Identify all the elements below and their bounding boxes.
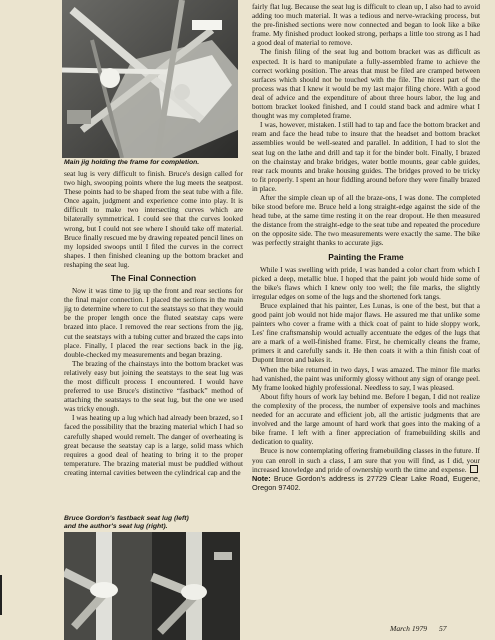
scan-edge-mark <box>0 575 2 615</box>
left-paragraph-1: seat lug is very difficult to finish. Bruce's design called for two high, swooping points where the lug meets the seatpost. These points had to be shaped from the seat tube with a file. Once again, judgment and experience come into play. It is difficult to make two intersecting curves which are bilaterally symmetrical. I could see that the curves looked wrong, but I could not see where I should take off material. Bruce finally rescued me by drawing repeated pencil lines on my lopsided swoops until I filed the curves in the correct shapes. I then finished cleaning up the bottom bracket and reshaping the seat lug. <box>64 169 243 269</box>
bottom-caption-line-2: and the author's seat lug (right). <box>64 523 168 530</box>
note-label: Note: <box>252 473 271 483</box>
right-paragraph-9 <box>252 446 480 473</box>
note-text: Bruce Gordon's address is 27729 Clear Lake Road, Eugene, Oregon 97402. <box>252 473 480 492</box>
jig-photo <box>62 0 238 158</box>
issue-date: March 1979 <box>390 624 428 633</box>
page-number: 57 <box>438 624 447 633</box>
right-paragraph-8: About fifty hours of work lay behind me. Before I began, I did not realize the complexity of the process, the number of expensive tools and machines needed for an accurate and efficient job, all the artistic judgments that are involved and the large amount of hard work that goes into the making of a bike frame. I left with a finer appreciation of framebuilding skills and dedication to quality. <box>252 391 480 447</box>
left-column <box>64 169 243 477</box>
left-paragraph-2: Now it was time to jig up the front and rear sections for the final major connection. I placed the sections in the main jig to determine where to cut the seatstays so that they would be the proper length once the fluted seatstay caps were brazed into place. I removed the rear sections from the jig, cut the seatstays with a tubing cutter and brazed the caps into place. Finally, I placed the rear sections back in the jig, double-checked my measurements and began brazing. <box>64 286 243 359</box>
page-footer <box>390 624 486 633</box>
section-heading-painting-frame: Painting the Frame <box>328 251 404 262</box>
seat-lug-photo-image <box>64 532 240 640</box>
left-paragraph-4: I was heating up a lug which had already been brazed, so I faced the possibility that the brazing material which I had so carefully shaped would remelt. The danger of overheating is great because the seatstay cap is a large, solid mass which requires a good deal of heating to bring it to the proper temperature. The brazing material must be puddled without creating internal cavities between the cylindrical cap and the <box>64 413 243 477</box>
right-column <box>252 2 480 492</box>
right-paragraph-3: I was, however, mistaken. I still had to tap and face the bottom bracket and ream and face the head tube to insure that the headset and bottom bracket assemblies would be well-seated and parallel. In addition, I had to slot the seat lug on the lathe and drill and tap it for the binder bolt. Finally, I brazed on the chainstay and brake bridges, water bottle mounts, gear cable guides, rear rack mounts and brake housing guides. The bridges proved to be tricky to fit properly. I spent an hour fiddling around before they were finally brazed in place. <box>252 120 480 193</box>
end-of-article-mark <box>470 465 478 473</box>
right-paragraph-5: While I was swelling with pride, I was handed a color chart from which I picked a deep, metallic blue. I hoped that the paint job would hide some of the bike's flaws which I knew only too well; the file marks, the slightly irregular edges on some of the lugs and the shortened fork tangs. <box>252 264 480 301</box>
right-paragraph-1: fairly flat lug. Because the seat lug is difficult to clean up, I also had to avoid adding too much material. It was a tedious and nerve-wracking process, but the pre-finished sections were now connected and began to look like a bike frame. My finished product looked strong, perhaps a little too strong as I had a good deal of material to remove. <box>252 2 480 48</box>
jig-photo-image <box>62 0 238 158</box>
seat-lug-photo <box>64 532 240 640</box>
right-paragraph-2: The finish filing of the seat lug and bottom bracket was as difficult as expected. It is hard to manipulate a fully-assembled frame to achieve the correct working position. The areas that must be filed are cramped between surfaces which should not be touched with the file. The nicest part of the process was that I knew it would be my last major filing chore. With a good deal of advice and the expenditure of about three hours labor, the lug and bottom bracket looked finished, and I could stand back and admire what I thought was my completed frame. <box>252 47 480 121</box>
right-paragraph-7: When the bike returned in two days, I was amazed. The minor file marks had vanished, the paint was uniformly glossy without any sign of orange peel. My frame looked highly professional. Needless to say, I was pleased. <box>252 364 480 392</box>
bottom-caption-line-1: Bruce Gordon's fastback seat lug (left) <box>64 515 189 522</box>
right-paragraph-9-text: Bruce is now contemplating offering framebuilding classes in the future. If you can enroll in such a class, I am sure that you will find, as I did, your increased knowledge and pride of ownership worth the time and expense. <box>252 446 480 474</box>
note-paragraph <box>252 474 480 492</box>
section-heading-final-connection: The Final Connection <box>110 273 197 284</box>
right-paragraph-6: Bruce explained that his painter, Les Lunas, is one of the best, but that a good paint job would not hide major flaws. He assured me that unlike some painters who cover a frame with a thick coat of paint to hide sloppy work, Les' fine craftsmanship would actually accentuate the edges of the lugs that are a mark of a well-finished frame. First, he chemically cleans the frame, primers it and carefully sands it. He then coats it with a thin finish coat of Dupont Imron and bakes it. <box>252 300 480 365</box>
right-paragraph-4: After the simple clean up of all the braze-ons, I was done. The completed bike stood before me. Bruce held a long straight-edge against the side of the head tube, at the same time resting it on the rear dropout. He then measured the distance from the straight-edge to the seat tube and repeated the procedure on the opposite side. The two measurements were exactly the same. The bike was perfectly straight thanks to accurate jigs. <box>252 192 480 248</box>
bottom-photo-caption <box>64 515 244 531</box>
left-paragraph-3: The brazing of the chainstays into the bottom bracket was relatively easy but joining the seatstays to the seat lug was the most difficult process I encountered. I would have preferred to use Bruce's distinctive “fastback” method of attaching the seatstays to the seat lug, but the one we used was tricky enough. <box>64 358 243 414</box>
top-photo-caption: Main jig holding the frame for completion. <box>64 159 200 166</box>
